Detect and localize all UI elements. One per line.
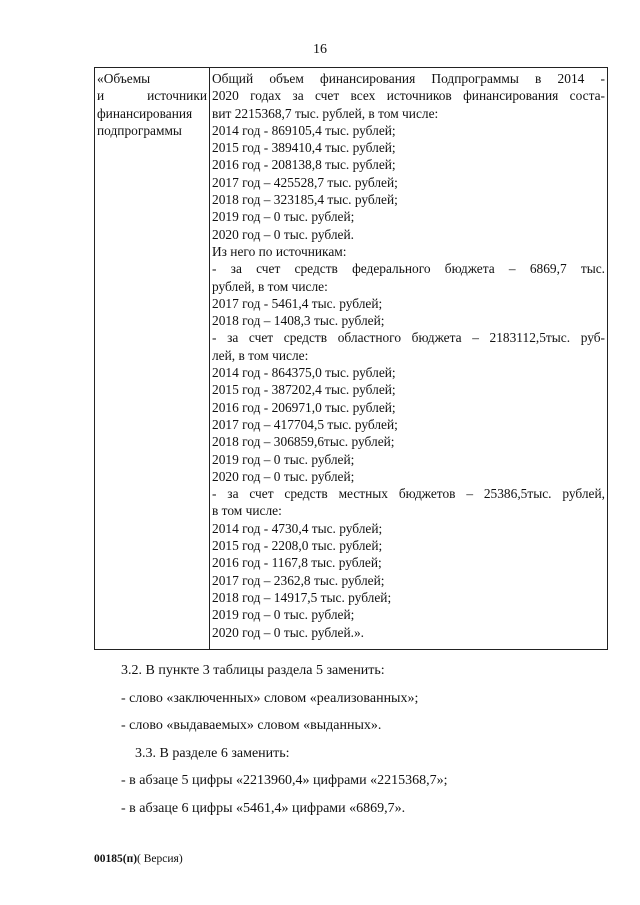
amendment-item: - слово «выдаваемых» словом «выданных». [121,718,382,733]
year-line: 2014 год - 864375,0 тыс. рублей; [212,365,396,381]
year-line: 2014 год - 869105,4 тыс. рублей; [212,122,396,138]
federal-intro: - за счет средств федерального бюджета – 6869,7 тыс. [212,261,605,277]
year-line: 2018 год – 14917,5 тыс. рублей; [212,589,392,605]
federal-intro: рублей, в том числе: [212,278,328,294]
label-line: и источники [97,88,207,104]
intro-line: вит 2215368,7 тыс. рублей, в том числе: [212,105,439,121]
amendment-heading: 3.3. В разделе 6 заменить: [135,745,290,761]
financing-table [94,67,608,650]
regional-intro: лей, в том числе: [212,347,309,363]
label-cell [95,68,210,650]
year-line: 2016 год - 208138,8 тыс. рублей; [212,157,396,173]
label-line: финансирования [97,105,193,121]
document-code: 00185(п) [94,853,138,865]
year-line: 2016 год - 206971,0 тыс. рублей; [212,399,396,415]
amendment-item: - слово «заключенных» словом «реализованных»; [121,690,419,706]
intro-line: 2020 годах за счет всех источников финансирования соста- [212,88,605,104]
document-footer [94,853,183,865]
amendment-item: - в абзаце 6 цифры «5461,4» цифрами «6869,7». [121,800,406,816]
year-line: 2014 год - 4730,4 тыс. рублей; [212,520,383,536]
page-number: 16 [313,42,327,57]
local-intro: в том числе: [212,503,282,519]
year-line: 2017 год – 2362,8 тыс. рублей; [212,572,385,588]
label-line: «Объемы [97,71,151,86]
label-line: подпрограммы [97,122,182,138]
year-line: 2020 год – 0 тыс. рублей. [212,226,354,242]
year-line: 2015 год - 387202,4 тыс. рублей; [212,382,396,398]
year-line: 2018 год – 323185,4 тыс. рублей; [212,192,398,208]
amendment-item: - в абзаце 5 цифры «2213960,4» цифрами «2215368,7»; [121,773,448,788]
year-line: 2016 год - 1167,8 тыс. рублей; [212,555,382,571]
year-line: 2020 год – 0 тыс. рублей; [212,468,355,484]
year-line: 2019 год – 0 тыс. рублей; [212,209,355,225]
document-version: ( Версия) [137,853,183,865]
amendment-heading: 3.2. В пункте 3 таблицы раздела 5 заменить: [121,663,385,678]
year-line: 2017 год – 425528,7 тыс. рублей; [212,174,398,190]
local-intro: - за счет средств местных бюджетов – 25386,5тыс. рублей, [212,486,605,502]
regional-intro: - за счет средств областного бюджета – 2183112,5тыс. руб- [212,330,605,346]
year-line: 2017 год – 417704,5 тыс. рублей; [212,416,398,432]
year-line: 2017 год - 5461,4 тыс. рублей; [212,295,383,311]
year-line: 2018 год – 306859,6тыс. рублей; [212,434,395,450]
year-line: 2020 год – 0 тыс. рублей.». [212,624,365,640]
year-line: 2019 год – 0 тыс. рублей; [212,607,355,623]
intro-line: Общий объем финансирования Подпрограммы в 2014 - [212,71,605,86]
year-line: 2019 год – 0 тыс. рублей; [212,451,355,467]
sources-heading: Из него по источникам: [212,243,347,259]
value-cell [210,68,608,650]
year-line: 2015 год - 389410,4 тыс. рублей; [212,140,396,156]
year-line: 2018 год – 1408,3 тыс. рублей; [212,313,385,329]
amendment-text [121,661,591,826]
year-line: 2015 год - 2208,0 тыс. рублей; [212,538,383,554]
